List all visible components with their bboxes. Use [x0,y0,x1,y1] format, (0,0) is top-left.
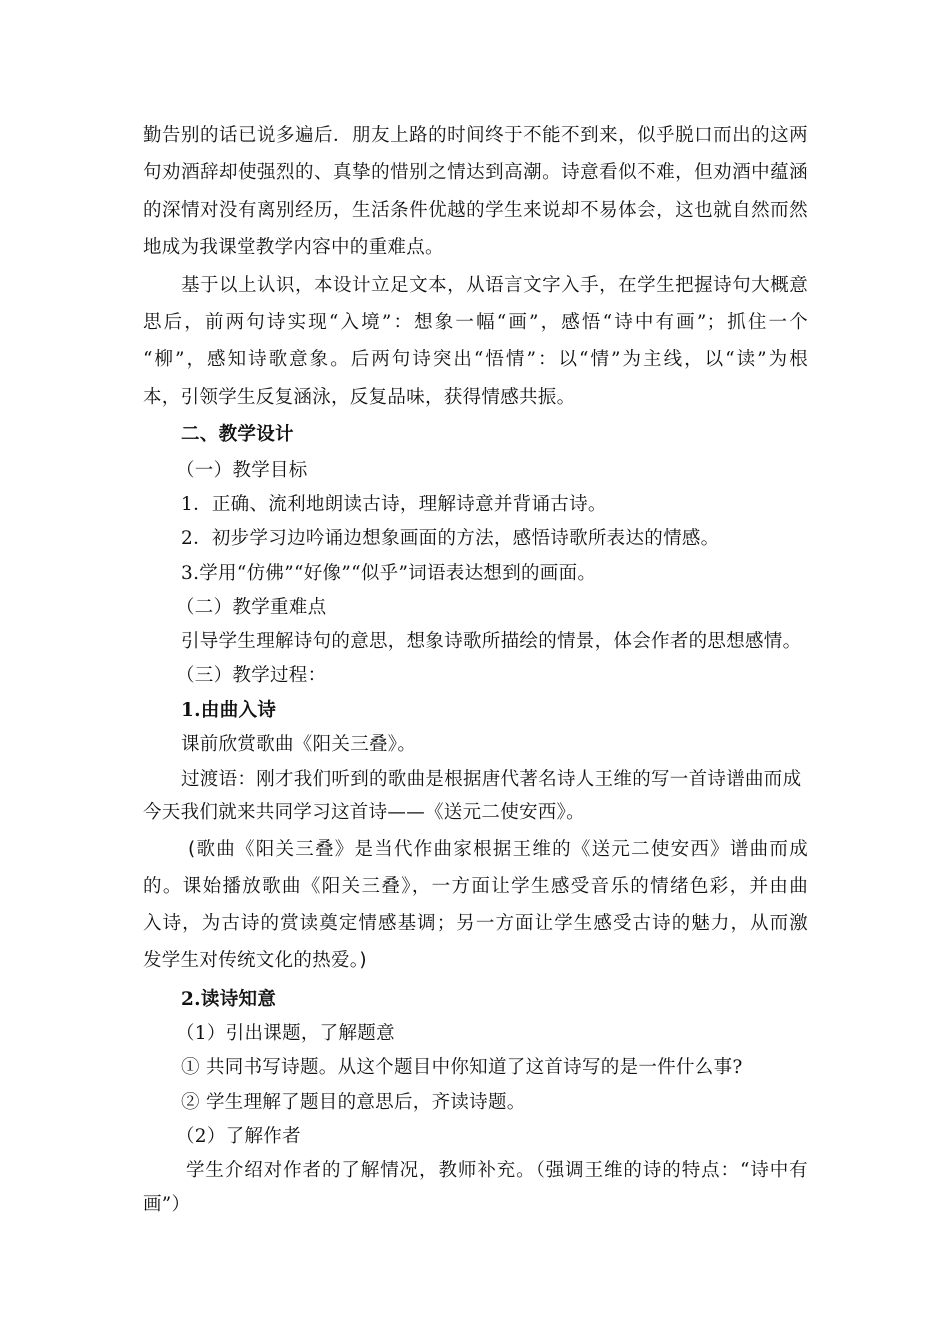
paragraph-1-line-2: 句劝酒辞却使强烈的、真挚的惜别之情达到高潮。诗意看似不难，但劝酒中蕴涵 [143,162,808,183]
step-1-title: 1.由曲入诗 [181,700,277,721]
step-2-title: 2.读诗知意 [181,989,277,1010]
paragraph-1-line-4: 地成为我课堂教学内容中的重难点。 [143,237,444,258]
note-line-3: 入诗，为古诗的赏读奠定情感基调；另一方面让学生感受古诗的魅力，从而激 [143,913,808,934]
step-2-sub-1: （1）引出课题，了解题意 [176,1023,395,1044]
goal-item-3: 3.学用“仿佛”“好像”“似乎”词语表达想到的画面。 [181,563,597,584]
note-line-4: 发学生对传统文化的热爱。) [143,950,367,971]
paragraph-2-line-3: “柳”，感知诗歌意象。后两句诗突出“悟情”：以“情”为主线，以“读”为根 [143,349,808,370]
goals-heading: （一）教学目标 [176,460,308,481]
step-2-sub-1-b: ② 学生理解了题目的意思后，齐读诗题。 [181,1092,526,1113]
note-line-1: (歌曲《阳关三叠》是当代作曲家根据王维的《送元二使安西》谱曲而成 [188,839,808,860]
goal-item-1: 1．正确、流利地朗读古诗，理解诗意并背诵古诗。 [181,494,607,515]
step-2-sub-2-line-1: 学生介绍对作者的了解情况，教师补充。（强调王维的诗的特点：“诗中有 [186,1160,808,1181]
transition-line-1: 过渡语：刚才我们听到的歌曲是根据唐代著名诗人王维的写一首诗谱曲而成 [181,769,802,790]
transition-line-2: 今天我们就来共同学习这首诗——《送元二使安西》。 [143,802,585,823]
goal-item-2: 2．初步学习边吟诵边想象画面的方法，感悟诗歌所表达的情感。 [181,528,720,549]
paragraph-1-line-3: 的深情对没有离别经历，生活条件优越的学生来说却不易体会，这也就自然而然 [143,200,808,221]
step-1-line-1: 课前欣赏歌曲《阳关三叠》。 [181,734,417,755]
step-2-sub-2-line-2: 画”） [143,1194,191,1215]
step-2-sub-2: （2）了解作者 [176,1126,301,1147]
paragraph-2-line-2: 思后，前两句诗实现“入境”：想象一幅“画”，感悟“诗中有画”；抓住一个 [143,312,808,333]
section-heading: 二、教学设计 [181,424,294,445]
step-2-sub-1-a: ① 共同书写诗题。从这个题目中你知道了这首诗写的是一件什么事? [181,1057,743,1078]
note-line-2: 的。课始播放歌曲《阳关三叠》，一方面让学生感受音乐的情绪色彩，并由曲 [143,876,808,897]
paragraph-2-line-1: 基于以上认识，本设计立足文本，从语言文字入手，在学生把握诗句大概意 [181,275,808,296]
process-heading: （三）教学过程： [176,665,327,686]
paragraph-2-line-4: 本，引领学生反复涵泳，反复品味，获得情感共振。 [143,387,576,408]
paragraph-1-line-1: 勤告别的话已说多遍后．朋友上路的时间终于不能不到来，似乎脱口而出的这两 [143,125,808,146]
key-points-heading: （二）教学重难点 [176,597,327,618]
key-points-text: 引导学生理解诗句的意思，想象诗歌所描绘的情景，体会作者的思想感情。 [181,631,802,652]
